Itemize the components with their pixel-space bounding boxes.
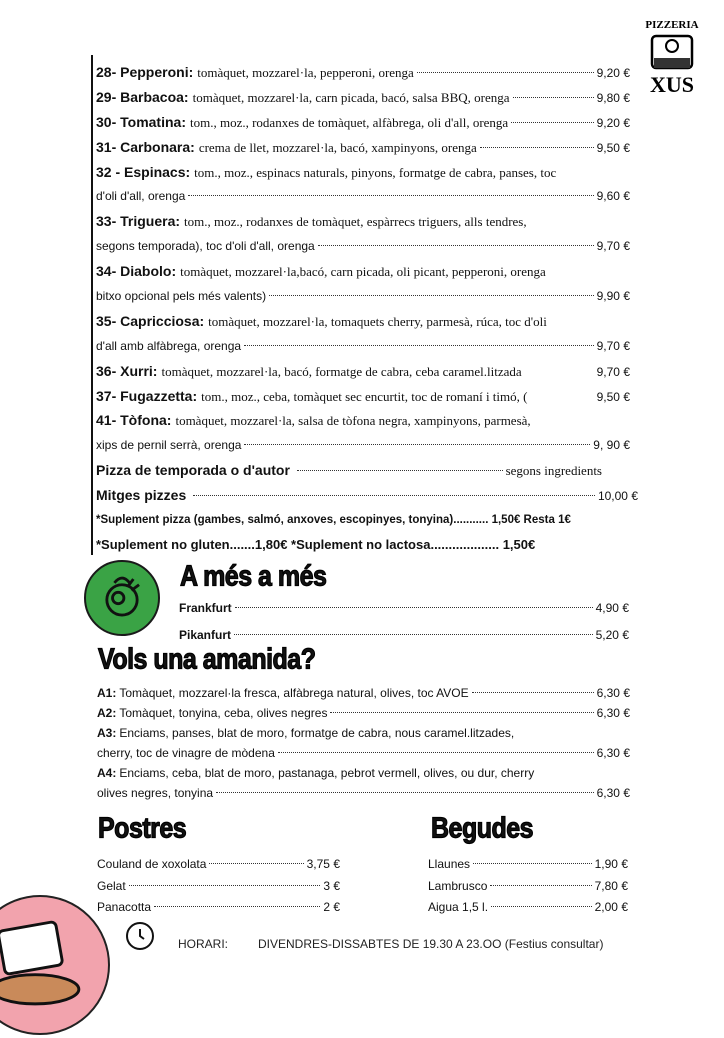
svg-text:XUS: XUS — [649, 72, 695, 97]
pizza-price: 9,50 € — [596, 389, 630, 404]
pizza-extra-name: Pizza de temporada o d'autor — [96, 462, 290, 479]
dot-leader — [513, 97, 594, 98]
pizza-description: tomàquet, mozzarel·la,bacó, carn picada, oli picant, pepperoni, orenga — [180, 264, 546, 280]
pizza-price: 9,70 € — [596, 364, 630, 379]
amanida-description: Tomàquet, tonyina, ceba, olives negres — [119, 706, 328, 720]
pizza-item — [96, 359, 630, 384]
pizza-name: 33- Triguera: — [96, 213, 181, 230]
pizza-item-continued — [96, 284, 630, 309]
pizza-list — [96, 60, 638, 558]
beguda-item-name: Lambrusco — [428, 878, 488, 893]
pizza-name: 37- Fugazzetta: — [96, 387, 198, 404]
pizza-price: 9,70 € — [596, 338, 630, 353]
pizza-price: 9,60 € — [596, 189, 630, 204]
amanida-code: A1: — [97, 686, 117, 700]
pizza-name: 36- Xurri: — [96, 362, 158, 379]
pizza-name: 28- Pepperoni: — [96, 64, 194, 80]
amanida-description: Enciams, panses, blat de moro, formatge de cabra, nous caramel.litzades, — [119, 726, 515, 740]
pizza-extra-price: segons ingredients — [505, 463, 602, 479]
amanida-description: Enciams, ceba, blat de moro, pastanaga, pebrot vermell, olives, ou dur, cherry — [119, 766, 535, 780]
dot-leader — [278, 752, 594, 753]
pizza-price: 9,80 € — [596, 90, 630, 105]
postre-item-price: 3 € — [323, 878, 340, 893]
pizza-item — [96, 408, 630, 433]
dot-leader — [235, 607, 593, 608]
amanida-price: 6,30 € — [596, 706, 630, 720]
beguda-item — [428, 879, 628, 893]
dot-leader — [244, 345, 594, 346]
pizza-item — [96, 110, 630, 135]
pizza-name: 31- Carbonara: — [96, 138, 195, 155]
amanida-price: 6,30 € — [596, 786, 630, 800]
pizza-name: 30- Tomatina: — [96, 113, 186, 130]
postre-item-name: Panacotta — [97, 900, 152, 914]
dot-leader — [209, 863, 303, 864]
pizzeria-xus-logo — [632, 14, 712, 96]
pizza-item — [96, 259, 630, 284]
dot-leader — [417, 72, 594, 73]
supplement-gluten-lactosa: *Suplement no gluten.......1,80€ *Suplement no lactosa................... 1,50€ — [96, 536, 536, 552]
pizza-name: 34- Diabolo: — [96, 263, 177, 280]
dot-leader — [129, 885, 321, 886]
dot-leader — [480, 147, 594, 148]
pizza-item — [96, 160, 630, 185]
amanida-price: 6,30 € — [596, 686, 630, 700]
pizza-description-cont: segons temporada), toc d'oli d'all, orenga — [96, 239, 315, 254]
pizza-description-cont: bitxo opcional pels més valents) — [96, 289, 267, 304]
amanida-item — [97, 686, 630, 700]
postre-item-price: 3,75 € — [306, 857, 340, 871]
horari-label: HORARI: — [178, 937, 229, 951]
left-border-line — [91, 55, 93, 555]
pizza-description: crema de llet, mozzarel·la, bacó, xampinyons, orenga — [198, 139, 477, 155]
beguda-item — [428, 900, 628, 914]
pizza-description-cont: d'oli d'all, orenga — [96, 189, 186, 204]
beguda-item-price: 7,80 € — [594, 878, 628, 893]
pizza-item-continued — [96, 234, 630, 259]
dot-leader — [297, 470, 503, 471]
beguda-item — [428, 857, 628, 871]
pizza-item-continued — [96, 334, 630, 359]
dot-leader — [154, 906, 320, 907]
pizza-description: tom., moz., rodanxes de tomàquet, alfàbrega, oli d'all, orenga — [189, 114, 509, 130]
beguda-item-price: 1,90 € — [594, 857, 628, 871]
pizza-name: 32 - Espinacs: — [96, 163, 191, 180]
postre-item-name: Gelat — [97, 878, 126, 893]
postre-item — [97, 900, 340, 914]
supplement-pizza: *Suplement pizza (gambes, salmó, anxoves, escopinyes, tonyina)........... 1,50€ Resta 1€ — [96, 514, 571, 527]
dot-leader — [234, 634, 593, 635]
postre-item — [97, 879, 340, 893]
beguda-item-name: Llaunes — [428, 857, 471, 871]
pizza-description: tomàquet, mozzarel·la, salsa de tòfona negra, xampinyons, parmesà, — [175, 413, 531, 429]
postre-item-price: 2 € — [323, 900, 340, 914]
dot-leader — [216, 792, 594, 793]
amanida-item — [97, 706, 630, 720]
amanida-description-cont: olives negres, tonyina — [97, 786, 214, 800]
pizza-name: 41- Tòfona: — [96, 412, 172, 429]
postre-item — [97, 857, 340, 871]
pizza-extra-name: Mitges pizzes — [96, 487, 187, 504]
dot-leader — [269, 295, 594, 296]
pizza-description: tomàquet, mozzarel·la, carn picada, bacó, salsa BBQ, orenga — [192, 89, 510, 105]
pizza-item — [96, 384, 630, 409]
pizza-description: tomàquet, mozzarel·la, pepperoni, orenga — [197, 65, 414, 80]
svg-text:PIZZERIA: PIZZERIA — [645, 19, 699, 31]
mes-item-price: 5,20 € — [595, 628, 629, 642]
clock-icon — [126, 922, 154, 950]
ok-hand-icon — [84, 560, 160, 636]
dot-leader — [330, 712, 593, 713]
pizza-description: tom., moz., ceba, tomàquet sec encurtit, toc de romaní i timó, ( — [201, 388, 528, 404]
pizza-item — [96, 309, 630, 334]
beguda-item-name: Aigua 1,5 l. — [428, 900, 489, 914]
amanida-price: 6,30 € — [596, 746, 630, 760]
pizza-description-cont: d'all amb alfàbrega, orenga — [96, 338, 242, 353]
pizza-price: 9,50 € — [596, 140, 630, 155]
mes-item — [179, 628, 629, 642]
pizza-description: tom., moz., espinacs naturals, pinyons, formatge de cabra, panses, toc — [194, 164, 557, 180]
pizza-description: tomàquet, mozzarel·la, tomaquets cherry, parmesà, rúca, toc d'oli — [208, 313, 547, 329]
pizza-price: 9, 90 € — [593, 438, 630, 453]
amanida-item-continued — [97, 746, 630, 760]
section-title-postres: Postres — [98, 812, 187, 845]
amanida-description-cont: cherry, toc de vinagre de mòdena — [97, 746, 275, 760]
amanida-item — [97, 766, 630, 780]
pizza-price: 9,20 € — [596, 115, 630, 130]
pizza-name: 35- Capricciosa: — [96, 312, 205, 329]
pizza-mascot-image — [0, 895, 110, 1035]
amanida-description: Tomàquet, mozzarel·la fresca, alfàbrega natural, olives, toc AVOE — [119, 686, 469, 700]
mes-item — [179, 601, 629, 615]
mes-item-name: Frankfurt — [179, 601, 232, 615]
beguda-item-price: 2,00 € — [594, 900, 628, 914]
section-title-begudes: Begudes — [431, 812, 534, 845]
mes-item-price: 4,90 € — [595, 601, 629, 615]
amanida-code: A2: — [97, 706, 117, 720]
pizza-item — [96, 209, 630, 234]
section-title-amanides: Vols una amanida? — [98, 643, 316, 676]
dot-leader — [491, 906, 592, 907]
postre-item-name: Couland de xoxolata — [97, 857, 207, 871]
mes-item-name: Pikanfurt — [179, 628, 232, 642]
pizza-description: tomàquet, mozzarel·la, bacó, formatge de cabra, ceba caramel.litzada — [161, 363, 522, 379]
pizza-description-cont: xips de pernil serrà, orenga — [96, 438, 242, 453]
amanida-item — [97, 726, 630, 740]
pizza-price: 9,20 € — [596, 66, 630, 80]
pizza-item-continued — [96, 433, 630, 458]
pizza-item — [96, 135, 630, 160]
dot-leader — [490, 885, 591, 886]
pizza-price: 9,70 € — [596, 239, 630, 254]
dot-leader — [244, 444, 590, 445]
pizza-name: 29- Barbacoa: — [96, 88, 189, 105]
amanida-code: A3: — [97, 726, 117, 740]
horari-value: DIVENDRES-DISSABTES DE 19.30 A 23.OO (Festius consultar) — [258, 937, 604, 951]
pizza-item-continued — [96, 184, 630, 209]
pizza-price: 9,90 € — [596, 289, 630, 304]
pizza-extra-item — [96, 483, 638, 508]
dot-leader — [473, 863, 592, 864]
section-title-mes: A més a més — [180, 560, 327, 593]
dot-leader — [511, 122, 593, 123]
pizza-item — [96, 60, 630, 85]
pizza-item — [96, 85, 630, 110]
pizza-extra-price: 10,00 € — [597, 489, 638, 504]
pizza-description: tom., moz., rodanxes de tomàquet, espàrrecs triguers, alls tendres, — [184, 214, 527, 230]
dot-leader — [318, 245, 594, 246]
pizza-extra-item — [96, 458, 630, 483]
amanida-code: A4: — [97, 766, 117, 780]
dot-leader — [188, 195, 593, 196]
amanida-item-continued — [97, 786, 630, 800]
dot-leader — [193, 495, 595, 496]
dot-leader — [472, 692, 594, 693]
